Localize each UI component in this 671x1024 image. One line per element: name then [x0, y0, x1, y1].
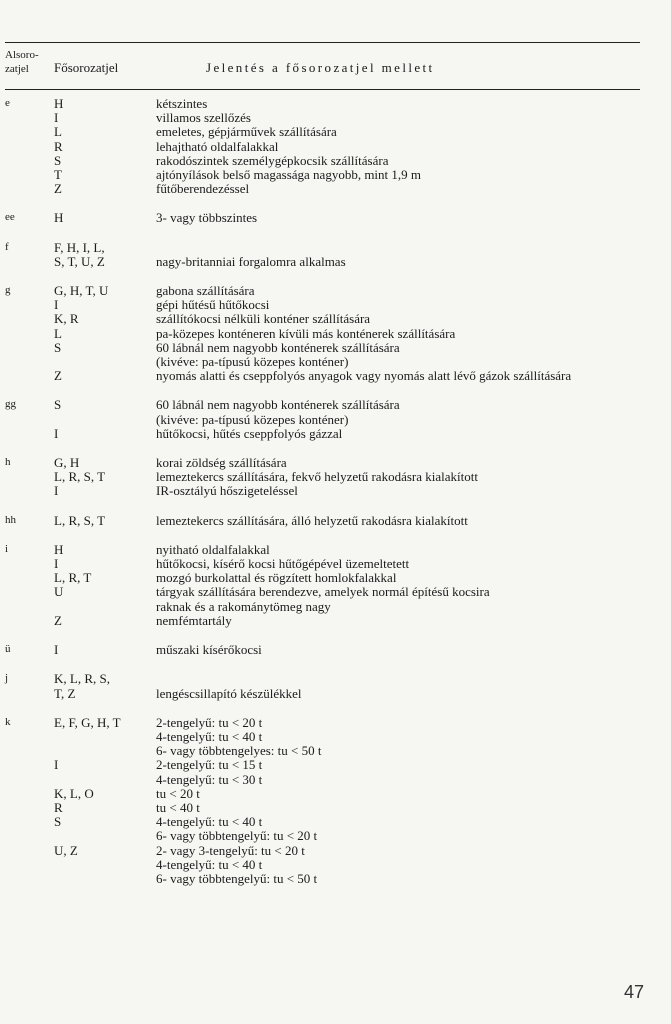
meaning-text: emeletes, gépjárművek szállítására [156, 124, 337, 140]
meaning-text: tu < 40 t [156, 799, 200, 815]
table-group [0, 398, 671, 441]
table-row [0, 557, 671, 571]
table-row [0, 312, 671, 326]
table-row [0, 643, 671, 657]
meaning-text: nyomás alatti és cseppfolyós anyagok vagy nyomás alatt lévő gázok szállítására [156, 368, 572, 384]
main-series-codes [54, 413, 156, 427]
main-series-codes: U, Z [54, 842, 78, 858]
table-row [0, 758, 671, 772]
main-series-codes: Z [54, 181, 62, 197]
table-row [0, 398, 671, 412]
meaning-text: 6- vagy többtengelyű: tu < 50 t [156, 870, 318, 886]
table-row [0, 470, 671, 484]
table-row [0, 413, 671, 427]
table-row [0, 815, 671, 829]
subseries-code: g [5, 284, 11, 297]
main-series-codes: K, R [54, 311, 79, 327]
main-series-codes: L, R, S, T [54, 469, 106, 485]
main-series-codes [54, 773, 156, 787]
subseries-code: e [5, 97, 10, 109]
main-series-codes: H [54, 96, 64, 111]
table-row [0, 327, 671, 341]
main-series-codes [54, 744, 156, 758]
table-row [0, 872, 671, 886]
table-row [0, 182, 671, 196]
subseries-code: ü [5, 643, 11, 656]
meaning-text: tárgyak szállítására berendezve, amelyek normál építésű kocsira [156, 584, 490, 600]
meaning-text: lemeztekercs szállítására, álló helyzetű rakodásra kialakított [156, 512, 468, 528]
subseries-code: hh [5, 513, 16, 526]
meaning-text: nyitható oldalfalakkal [156, 541, 270, 557]
meaning-text: mozgó burkolattal és rögzített homlokfalakkal [156, 570, 397, 586]
main-series-codes: L, R, T [54, 570, 92, 586]
meaning-text: lengéscsillapító készülékkel [156, 685, 302, 701]
page-number: 47 [623, 982, 644, 1002]
subseries-code: ee [5, 211, 15, 224]
meaning-text [156, 672, 671, 686]
meaning-text: 60 lábnál nem nagyobb konténerek szállítására [156, 339, 400, 355]
meaning-text: hűtőkocsi, hűtés cseppfolyós gázzal [156, 425, 343, 441]
table-row [0, 614, 671, 628]
main-series-codes: Z [54, 368, 62, 384]
table-row [0, 211, 671, 225]
meaning-text: nagy-britanniai forgalomra alkalmas [156, 253, 346, 269]
table-row [0, 484, 671, 498]
meaning-text: 6- vagy többtengelyes: tu < 50 t [156, 743, 322, 759]
table-row [0, 255, 671, 269]
table-row [0, 543, 671, 557]
table-row [0, 801, 671, 815]
table-row [0, 140, 671, 154]
table-row [0, 168, 671, 182]
table-row [0, 427, 671, 441]
table-row [0, 369, 671, 383]
main-series-codes: F, H, I, L, [54, 239, 105, 255]
table-header-rule [5, 89, 640, 90]
table-row [0, 716, 671, 730]
table-row [0, 125, 671, 139]
main-series-codes: S [54, 339, 62, 355]
table-group [0, 211, 671, 225]
main-series-codes: G, H [54, 455, 80, 471]
main-series-codes: I [54, 642, 59, 658]
subseries-code: gg [5, 398, 16, 411]
table-group [0, 456, 671, 499]
table-row [0, 241, 671, 255]
main-series-codes: I [54, 425, 59, 441]
table-row [0, 111, 671, 125]
meaning-text: fűtőberendezéssel [156, 181, 250, 197]
main-series-codes [54, 355, 156, 369]
main-series-codes [54, 858, 156, 872]
main-series-codes: L [54, 124, 62, 140]
main-series-codes: E, F, G, H, T [54, 714, 121, 730]
main-series-codes: L, R, S, T [54, 512, 106, 528]
meaning-text: nemfémtartály [156, 612, 232, 628]
table-row [0, 514, 671, 528]
table-group [0, 643, 671, 657]
meaning-text [156, 241, 671, 255]
table-group [0, 514, 671, 528]
subseries-code: f [5, 240, 9, 253]
table-row [0, 672, 671, 686]
main-series-codes [54, 730, 156, 744]
table-row [0, 571, 671, 585]
main-series-codes: H [54, 541, 64, 557]
header-subseries: Alsoro- zatjel [5, 49, 39, 75]
table-row [0, 744, 671, 758]
subseries-code: h [5, 456, 11, 469]
meaning-text: 4-tengelyű: tu < 40 t [156, 856, 263, 872]
table-body [0, 97, 671, 886]
meaning-text: kétszintes [156, 96, 208, 111]
meaning-text: (kivéve: pa-típusú közepes konténer) [156, 411, 349, 427]
table-row [0, 600, 671, 614]
meaning-text: 3- vagy többszintes [156, 210, 258, 226]
main-series-codes: R [54, 799, 63, 815]
table-row [0, 355, 671, 369]
table-row [0, 298, 671, 312]
main-series-codes: R [54, 138, 63, 154]
meaning-text: műszaki kísérőkocsi [156, 642, 262, 658]
header-meaning: Jelentés a fősorozatjel mellett [206, 60, 435, 75]
meaning-text: raknak és a rakománytömeg nagy [156, 598, 331, 614]
table-row [0, 341, 671, 355]
main-series-codes [54, 872, 156, 886]
table-row [0, 829, 671, 843]
table-group [0, 284, 671, 383]
main-series-codes: I [54, 556, 59, 572]
meaning-text: korai zöldség szállítására [156, 455, 287, 471]
main-series-codes: L [54, 325, 62, 341]
meaning-text: villamos szellőzés [156, 110, 251, 126]
main-series-codes: Z [54, 612, 62, 628]
table-row [0, 154, 671, 168]
meaning-text: (kivéve: pa-típusú közepes konténer) [156, 354, 349, 370]
meaning-text: lehajtható oldalfalakkal [156, 138, 279, 154]
meaning-text: IR-osztályú hőszigeteléssel [156, 483, 298, 499]
main-series-codes: S [54, 152, 62, 168]
main-series-codes: S [54, 397, 62, 413]
meaning-text: pa-közepes konténeren kívüli más konténerek szállítására [156, 325, 456, 341]
table-group [0, 672, 671, 700]
header-main-series: Fősorozatjel [54, 60, 119, 75]
table-group [0, 97, 671, 196]
meaning-text: gépi hűtésű hűtőkocsi [156, 297, 270, 313]
table-row [0, 585, 671, 599]
meaning-text: hűtőkocsi, kísérő kocsi hűtőgépével üzemeltetett [156, 556, 410, 572]
main-series-codes: H [54, 210, 64, 226]
meaning-text: tu < 20 t [156, 785, 200, 801]
meaning-text: ajtónyílások belső magassága nagyobb, mint 1,9 m [156, 167, 422, 183]
main-series-codes: U [54, 584, 64, 600]
meaning-text: 6- vagy többtengelyű: tu < 20 t [156, 828, 318, 844]
subseries-code: j [5, 672, 9, 685]
main-series-codes: I [54, 297, 59, 313]
table-top-rule [5, 42, 640, 43]
table-row [0, 773, 671, 787]
meaning-text: 4-tengelyű: tu < 40 t [156, 814, 263, 830]
main-series-codes: S [54, 814, 62, 830]
meaning-text: szállítókocsi nélküli konténer szállítására [156, 311, 371, 327]
table-group [0, 543, 671, 628]
meaning-text: 2-tengelyű: tu < 20 t [156, 714, 263, 730]
main-series-codes: K, L, R, S, [54, 671, 110, 687]
meaning-text: 2- vagy 3-tengelyű: tu < 20 t [156, 842, 305, 858]
main-series-codes: G, H, T, U [54, 283, 109, 299]
main-series-codes: T [54, 167, 62, 183]
main-series-codes: T, Z [54, 685, 76, 701]
meaning-text: 4-tengelyű: tu < 30 t [156, 771, 263, 787]
main-series-codes: S, T, U, Z [54, 253, 105, 269]
table-row [0, 687, 671, 701]
main-series-codes: I [54, 757, 59, 773]
meaning-text: 60 lábnál nem nagyobb konténerek szállítására [156, 397, 400, 413]
meaning-text: lemeztekercs szállítására, fekvő helyzetű rakodásra kialakított [156, 469, 478, 485]
main-series-codes: I [54, 110, 59, 126]
meaning-text: gabona szállítására [156, 283, 255, 299]
table-row [0, 456, 671, 470]
meaning-text: 4-tengelyű: tu < 40 t [156, 728, 263, 744]
subseries-code: i [5, 542, 9, 555]
table-row [0, 284, 671, 298]
subseries-code: k [5, 715, 11, 728]
meaning-text: 2-tengelyű: tu < 15 t [156, 757, 263, 773]
main-series-codes [54, 600, 156, 614]
main-series-codes: I [54, 483, 59, 499]
table-row [0, 844, 671, 858]
meaning-text: rakodószintek személygépkocsik szállítására [156, 152, 389, 168]
table-row [0, 787, 671, 801]
main-series-codes [54, 829, 156, 843]
main-series-codes: K, L, O [54, 785, 94, 801]
table-group [0, 716, 671, 886]
table-row [0, 858, 671, 872]
table-group [0, 241, 671, 269]
table-row [0, 730, 671, 744]
table-row [0, 97, 671, 111]
